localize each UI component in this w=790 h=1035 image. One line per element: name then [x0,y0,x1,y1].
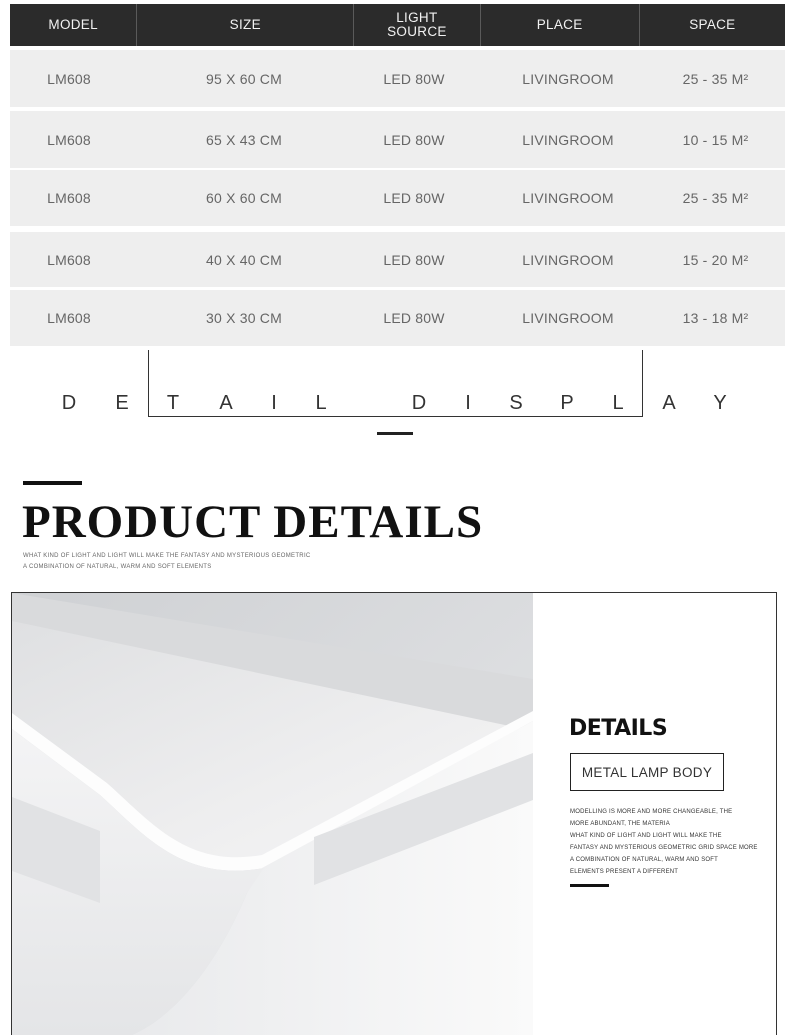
detail-card [11,592,777,1035]
detail-display-letter: A [219,392,233,414]
cell-place: LIVINGROOM [522,251,614,268]
detail-display-underline [377,432,413,435]
header-light-source: LIGHT SOURCE [354,4,480,46]
description-line: WHAT KIND OF LIGHT AND LIGHT WILL MAKE THE [570,833,722,839]
details-heading: DETAILS [569,716,668,741]
detail-display-letter: D [61,392,77,414]
detail-display-letter: T [166,392,180,414]
lamp-corner-photo [12,593,533,1035]
detail-display-letter: L [315,392,327,414]
cell-light-source: LED 80W [383,251,445,268]
detail-display-letter: D [411,392,427,414]
cell-model: LM608 [47,251,91,268]
cell-size: 30 X 30 CM [206,310,282,326]
table-row [10,170,785,226]
cell-place: LIVINGROOM [522,190,614,206]
cell-space: 13 - 18 M² [682,310,749,326]
cell-size: 40 X 40 CM [206,251,282,268]
cell-size: 95 X 60 CM [206,70,282,87]
cell-model: LM608 [47,70,91,87]
description-line: FANTASY AND MYSTERIOUS GEOMETRIC GRID SPACE MORE [570,845,758,851]
detail-display-letter: S [509,392,523,414]
header-space: SPACE [689,17,736,32]
table-row [10,50,785,107]
header-model: MODEL [10,4,137,46]
cell-light-source: LED 80W [383,70,445,87]
table-header [10,4,785,46]
cell-space: 25 - 35 M² [682,70,749,87]
cell-light-source: LED 80W [383,310,445,326]
cell-space: 25 - 35 M² [682,190,749,206]
cell-size: 60 X 60 CM [206,190,282,206]
cell-space: 15 - 20 M² [682,251,749,268]
product-details-subtitle: WHAT KIND OF LIGHT AND LIGHT WILL MAKE THE FANTASY AND MYSTERIOUS GEOMETRIC [23,553,311,559]
detail-display-letter: I [465,392,471,414]
cell-light-source: LED 80W [383,131,445,148]
cell-place: LIVINGROOM [522,310,614,326]
detail-display-letter: I [271,392,277,414]
spec-table [10,4,785,326]
detail-display-letter: P [560,392,574,414]
product-details-title: PRODUCT DETAILS [22,496,484,548]
details-description [570,806,760,878]
cell-model: LM608 [47,310,91,326]
cell-size: 65 X 43 CM [206,131,282,148]
description-line: A COMBINATION OF NATURAL, WARM AND SOFT [570,857,719,863]
product-details-subtitle: A COMBINATION OF NATURAL, WARM AND SOFT ELEMENTS [23,564,212,570]
table-row [10,232,785,287]
cell-light-source: LED 80W [383,190,445,206]
cell-space: 10 - 15 M² [682,131,749,148]
cell-model: LM608 [47,131,91,148]
table-row [10,290,785,346]
cell-place: LIVINGROOM [522,131,614,148]
description-line: MODELLING IS MORE AND MORE CHANGEABLE, THE [570,809,733,815]
detail-display-letter: Y [713,392,727,414]
detail-display-letter: L [612,392,624,414]
cell-model: LM608 [47,190,91,206]
description-line: MORE ABUNDANT, THE MATERIA [570,821,670,827]
table-row [10,111,785,168]
product-details-accent-bar [23,481,82,485]
detail-display-letter: A [662,392,676,414]
header-size: SIZE [137,4,354,46]
header-place: PLACE [481,4,640,46]
description-line: ELEMENTS PRESENT A DIFFERENT [570,869,679,875]
detail-display-letter: E [115,392,129,414]
details-accent-bar [570,884,609,887]
cell-place: LIVINGROOM [522,70,614,87]
metal-lamp-body-tag: METAL LAMP BODY [570,753,724,791]
